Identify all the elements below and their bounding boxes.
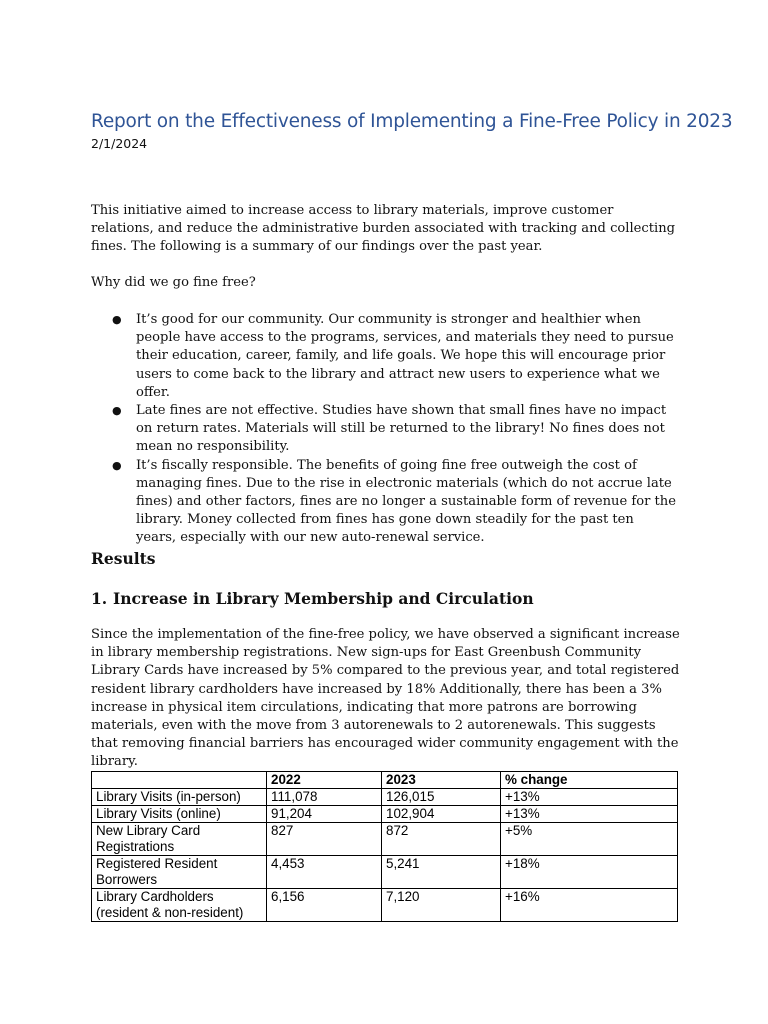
list-item	[91, 402, 677, 457]
list-item	[91, 457, 677, 548]
table-cell: Library Cardholders (resident & non-resident)	[92, 889, 267, 922]
reasons-list	[91, 311, 677, 548]
table-cell: 827	[267, 823, 382, 856]
results-heading: Results	[91, 549, 156, 568]
list-item-text: It’s good for our community. Our community is stronger and healthier when people have access to the programs, services, and materials they need to pursue their education, career, family, and life goals. We hope this will encourage prior users to come back to the library and attract new users to experience what we offer.	[136, 312, 674, 400]
table-cell: +13%	[501, 806, 678, 823]
bullet-icon: ●	[112, 313, 122, 326]
report-title: Report on the Effectiveness of Implementing a Fine-Free Policy in 2023	[91, 111, 733, 132]
table-row	[92, 823, 678, 856]
table-cell: 102,904	[382, 806, 501, 823]
table-cell: 91,204	[267, 806, 382, 823]
table-row	[92, 806, 678, 823]
table-cell: +16%	[501, 889, 678, 922]
table-header-cell: 2023	[382, 772, 501, 789]
intro-paragraph: This initiative aimed to increase access to library materials, improve customer relations, and reduce the administrative burden associated with tracking and collecting fines. The following is a summary of our findings over the past year.	[91, 203, 676, 255]
bullet-icon: ●	[112, 404, 122, 418]
stats-table	[91, 771, 678, 922]
table-cell: +18%	[501, 856, 678, 889]
table-cell: Registered Resident Borrowers	[92, 856, 267, 889]
table-row	[92, 889, 678, 922]
table-cell: 872	[382, 823, 501, 856]
why-heading: Why did we go fine free?	[91, 275, 256, 290]
table-cell: 6,156	[267, 889, 382, 922]
membership-paragraph: Since the implementation of the fine-free policy, we have observed a significant increase in library membership registrations. New sign-ups for East Greenbush Community Library Cards have increased by 5% compared to the previous year, and total registered resident library cardholders have increased by 18% Additionally, there has been a 3% increase in physical item circulations, indicating that more patrons are borrowing materials, even with the move from 3 autorenewals to 2 autorenewals. This suggests that removing financial barriers has encouraged wider community engagement with the library.	[91, 627, 680, 770]
table-cell: 126,015	[382, 789, 501, 806]
table-cell: Library Visits (in-person)	[92, 789, 267, 806]
list-item	[91, 311, 677, 402]
section-number: 1.	[91, 589, 108, 608]
list-item-text: It’s fiscally responsible. The benefits of going fine free outweigh the cost of managing fines. Due to the rise in electronic materials (which do not accrue late fines) and other factors, fines are no longer a sustainable form of revenue for the library. Money collected from fines has gone down steadily for the past ten years, especially with our new auto-renewal service.	[136, 457, 676, 546]
table-cell: +13%	[501, 789, 678, 806]
table-row	[92, 789, 678, 806]
table-cell: 5,241	[382, 856, 501, 889]
section-heading	[91, 589, 534, 608]
table-header-cell: 2022	[267, 772, 382, 789]
section-title: Increase in Library Membership and Circulation	[113, 589, 534, 608]
bullet-icon: ●	[112, 458, 122, 472]
table-header-cell: % change	[501, 772, 678, 789]
list-item-text: Late fines are not effective. Studies have shown that small fines have no impact on return rates. Materials will still be returned to the library! No fines does not mean no responsibility.	[136, 403, 667, 455]
report-date: 2/1/2024	[91, 136, 148, 151]
table-cell: New Library Card Registrations	[92, 823, 267, 856]
table-cell: Library Visits (online)	[92, 806, 267, 823]
table-cell: 4,453	[267, 856, 382, 889]
table-cell: +5%	[501, 823, 678, 856]
table-cell: 7,120	[382, 889, 501, 922]
table-cell: 111,078	[267, 789, 382, 806]
table-header-cell	[92, 772, 267, 789]
table-header-row	[92, 772, 678, 789]
table-row	[92, 856, 678, 889]
